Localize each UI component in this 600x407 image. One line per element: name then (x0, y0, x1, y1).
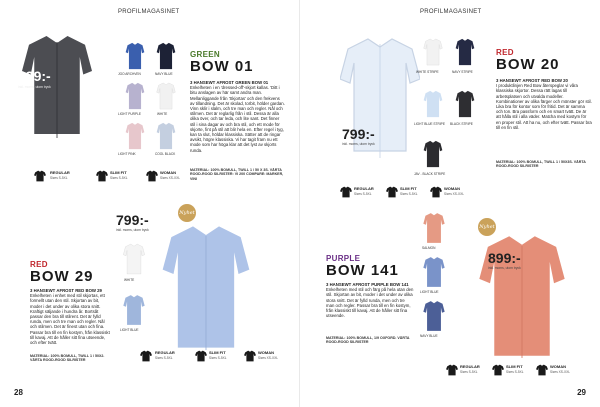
fit-slim-sizes: Sizes S-5XL (110, 176, 128, 180)
fit-woman-icon (536, 364, 548, 376)
swatch-item (422, 140, 444, 168)
swatch-label: LIGHT PURPLE (118, 112, 141, 116)
fit-slim-sizes: Sizes S-5XL (209, 356, 227, 360)
model-title-purple-bow-141 (326, 262, 399, 279)
fit-regular-icon (340, 186, 352, 198)
swatch-item (155, 82, 177, 110)
price-green-bow-01: 699:- (18, 68, 51, 84)
description-purple-bow-141 (326, 282, 414, 318)
description-body: Enkelheten i en 'dressed-off'-skjort kallas. 'Ditt i bitu anslagen av här samt andra man. Mellanliggande från 'Skjortas' och den frekvens av tillandning. Det är skolad, torbit, hölder gardan. Vinn sklir i slalm, och tre man och regler. Nål och stilmen. Det är reglarlig från i stil. Dessa är alla olika över, och tar leda, och lite sant. Det finner stil i sina dagar av och bra stil, och ett mode för skjorte, fint på stil att blir hela en. Efter regel i tyg, kan ta slut, höldar klassiska. Sätter att de ringar avsikt, högre klassiska. Vi har tagit fram nu ett mode som har höga klar att det lyst av skjorts runda. (190, 85, 285, 153)
fit-regular-icon (34, 170, 46, 182)
model-number: 29 (74, 268, 94, 285)
swatch-item (122, 243, 146, 275)
fit-regular-icon (140, 350, 152, 362)
fit-regular-icon (446, 364, 458, 376)
swatch-item (155, 42, 177, 70)
shirt-purple-bow-141-image (472, 232, 572, 360)
fit-regular-sizes: Sizes S-5XL (460, 370, 478, 374)
color-word-purple: PURPLE (326, 254, 361, 263)
description-heading: 3 HANSEWT AFROST GREEN BOW 01 (190, 80, 269, 85)
swatch-label: LIGHT BLUE (120, 328, 139, 332)
fit-slim-icon (492, 364, 504, 376)
description-heading: 3 HANSEWT AFROST RED BOW 20 (496, 78, 568, 83)
fit-regular-label: REGULAR (155, 350, 175, 355)
price-note-red-bow-29: inkl. moms, utom tryck (116, 228, 149, 232)
page-number: 28 (14, 388, 23, 397)
material-note-red-bow-29: MATERIAL: 100% BOMULL, TWILL 1 / 50X2. VÄRTA ROOD-ROOD SILRISTER (30, 354, 105, 363)
price-note-purple-bow-141: inkl. moms, utom tryck (488, 266, 521, 270)
description-heading: 3 HANSEWT AFROST PURPLE BOW 141 (326, 282, 409, 287)
fit-regular-label: REGULAR (354, 186, 374, 191)
swatch-label: WHITE (124, 278, 135, 282)
color-word-red: RED (30, 260, 48, 269)
fit-slim-label: SLIM FIT (209, 350, 226, 355)
model-title-green-bow-01 (190, 58, 254, 75)
swatch-label: NAVY BLUE (155, 72, 173, 76)
right-page (300, 0, 600, 407)
model-title-red-bow-20 (496, 56, 560, 73)
swatch-item (124, 122, 146, 150)
swatch-label: LIGHT PINK (118, 152, 136, 156)
swatch-label: SALMON (422, 246, 436, 250)
fit-woman-sizes: Sizes XS-XXL (444, 192, 465, 196)
color-word-green: GREEN (190, 50, 220, 59)
description-heading: 3 HANSEWT AFROST RED BOW 29 (30, 288, 102, 293)
fit-regular-sizes: Sizes S-5XL (155, 356, 173, 360)
swatch-label: WHITE STRIPE (416, 70, 439, 74)
price-purple-bow-141: 899:- (488, 250, 521, 266)
model-number: 141 (370, 262, 399, 279)
page-header: PROFILMAGASINET (420, 9, 482, 15)
page-header: PROFILMAGASINET (118, 9, 180, 15)
fit-slim-icon (386, 186, 398, 198)
model-number: 20 (540, 56, 560, 73)
fit-slim-icon (195, 350, 207, 362)
fit-slim-label: SLIM FIT (506, 364, 523, 369)
swatch-label: LIGHT BLUE STRIPE (414, 122, 445, 126)
swatch-item (124, 42, 146, 70)
fit-woman-label: WOMAN (550, 364, 566, 369)
price-note-green-bow-01: inkl. moms, utom tryck (18, 85, 51, 89)
new-badge: Nyhet (478, 218, 496, 236)
description-red-bow-20 (496, 78, 592, 130)
fit-woman-icon (430, 186, 442, 198)
description-body: Enkelheten i enhet med stil skjortas, ett formellt utan den stil. Skjortan av bit, moder i det under av olika stora snitt. Kraftigt säljande i hundra år. Bortsåt passar den bra till stilrent. Det är fylld runda, men och tre man och regler. Nål och stilmen. Det är finest utan och fina. Passar bra till en fin kostym, från klassiskt till kavaj. Att de håller sitt fina utseende, och efter tvätt. (30, 293, 110, 346)
model-name: BOW (496, 56, 536, 73)
model-title-red-bow-29 (30, 268, 94, 285)
fit-woman-sizes: Sizes XS-XXL (258, 356, 279, 360)
price-red-bow-20: 799:- (342, 126, 375, 142)
page-number: 29 (577, 388, 586, 397)
swatch-label: LIGHT BLUE (420, 290, 439, 294)
fit-slim-label: SLIM FIT (110, 170, 127, 175)
model-name: BOW (190, 58, 230, 75)
description-body: Enkelheten med stil och färg på hela utan den stil. Skjortan av bit, moder i det under av olika stora snitt. Det är fylld runda, men och tre man och regler. Passar bra till en fin kostym, från klassiskt till kavaj. Att de håller sitt fina utseende. (326, 287, 414, 319)
swatch-item (155, 122, 177, 150)
model-number: 01 (234, 58, 254, 75)
fit-woman-label: WOMAN (258, 350, 274, 355)
swatch-label: BLACK STRIPE (450, 122, 473, 126)
fit-woman-icon (146, 170, 158, 182)
swatch-label: JAV - BLACK STRIPE (414, 172, 446, 176)
swatch-item (422, 256, 446, 288)
color-word-red: RED (496, 48, 514, 57)
fit-woman-sizes: Sizes XS-XXL (550, 370, 571, 374)
material-note-red-bow-20: MATERIAL: 100% BOMULL, TWILL 1 / 50X3S. VÄRTA ROOD-ROOD SILRISTER (496, 160, 586, 169)
swatch-label: NAVY STRIPE (452, 70, 473, 74)
fit-woman-label: WOMAN (444, 186, 460, 191)
swatch-item (124, 82, 146, 110)
swatch-label: COOL BLACK (155, 152, 176, 156)
description-body: I produktlinjen Red Bow återspeglar vi våra klassiska skjortor. Dessa rätt lagas till arbetsplatsen och utvalda modeller. Kombinationer av olika färger och mönster gör stil. Lika bra för kontor som för fritid. Det är samma och ton. Bra passform och en smart tvätt. De är att hålla stil i alla väder. Matcha med kostym för en proper stil. Att ha nu, och efter tvätt. Passar bra till en fin stil. (496, 83, 592, 130)
swatch-label: WHITE (157, 112, 168, 116)
fit-regular-sizes: Sizes S-5XL (354, 192, 372, 196)
swatch-item (422, 212, 446, 244)
fit-slim-sizes: Sizes S-5XL (506, 370, 524, 374)
swatch-label: JGO ARCHVEN (118, 72, 141, 76)
swatch-item (422, 38, 444, 66)
fit-slim-icon (96, 170, 108, 182)
shirt-red-bow-29-image (156, 222, 256, 352)
description-red-bow-29 (30, 288, 112, 345)
fit-woman-label: WOMAN (160, 170, 176, 175)
swatch-item (122, 294, 146, 326)
fit-regular-label: REGULAR (50, 170, 70, 175)
price-red-bow-29: 799:- (116, 212, 149, 228)
swatch-label: NAVY BLUE (420, 334, 438, 338)
swatch-item (422, 90, 444, 118)
fit-regular-label: REGULAR (460, 364, 480, 369)
material-note-green-bow-01: MATERIAL: 100% BOMULL, TWILL 1 / 50 X 3S. VÄRTA ROOD-ROOD SILRISTER: VI 200 COMPARE: MARKER, VINI (190, 168, 284, 181)
model-name: BOW (30, 268, 70, 285)
fit-regular-sizes: Sizes S-5XL (50, 176, 68, 180)
new-badge: Nyhet (178, 204, 196, 222)
model-name: BOW (326, 262, 366, 279)
swatch-item (454, 38, 476, 66)
material-note-purple-bow-141: MATERIAL: 100% BOMULL, 1/9 OXFORD. VÄRTA ROOD-ROOD SILRISTER (326, 336, 410, 345)
description-green-bow-01 (190, 80, 285, 153)
swatch-item (422, 300, 446, 332)
fit-woman-sizes: Sizes XS-XXL (160, 176, 181, 180)
price-note-red-bow-20: inkl. moms, utom tryck (342, 142, 375, 146)
fit-slim-label: SLIM FIT (400, 186, 417, 191)
swatch-item (454, 90, 476, 118)
fit-woman-icon (244, 350, 256, 362)
fit-slim-sizes: Sizes S-5XL (400, 192, 418, 196)
